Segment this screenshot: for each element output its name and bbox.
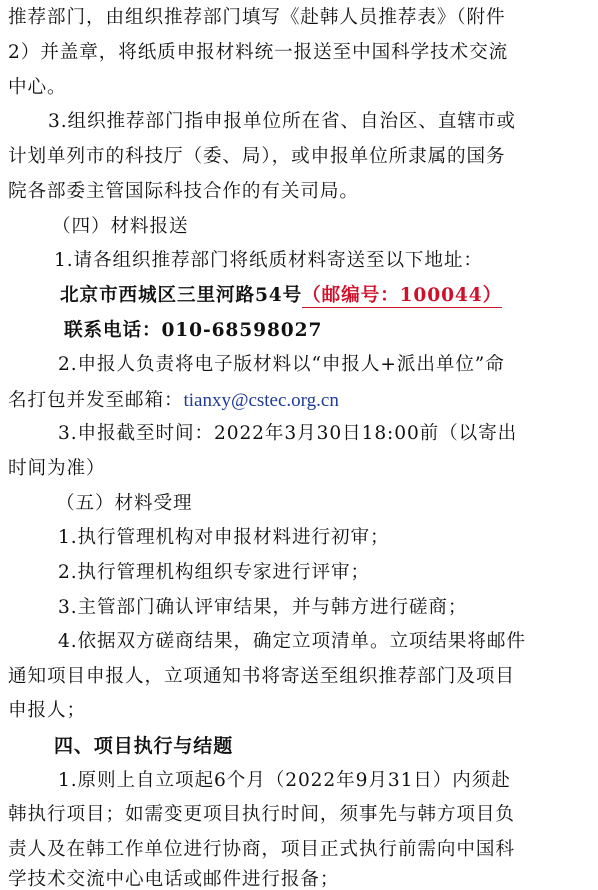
list-item: 4.依据双方磋商结果，确定立项清单。立项结果将邮件 [58, 631, 526, 652]
body-text-line: 中心。 [8, 77, 67, 98]
body-text-line: 2）并盖章，将纸质申报材料统一报送至中国科学技术交流 [8, 42, 509, 63]
body-text-line: 时间为准） [8, 458, 106, 479]
list-item: 3.主管部门确认评审结果，并与韩方进行磋商； [58, 597, 468, 618]
body-text-line: 责人及在韩工作单位进行协商，项目正式执行前需向中国科 [8, 839, 515, 860]
body-text-line: 申报人； [8, 700, 86, 721]
list-item: 1.原则上自立项起6个月（2022年9月31日）内须赴 [58, 770, 511, 791]
body-text-line [8, 391, 339, 411]
mailing-address [60, 287, 502, 306]
address-text: 北京市西城区三里河路54号 [60, 285, 303, 306]
section-heading: （四）材料报送 [52, 216, 189, 237]
list-item: 1.执行管理机构对申报材料进行初审； [58, 527, 390, 548]
postal-code: （邮编号：100044） [302, 285, 503, 306]
list-item: 1.请各组织推荐部门将纸质材料寄送至以下地址： [54, 250, 483, 271]
email-prefix: 名打包并发至邮箱： [8, 390, 184, 411]
list-item: 2.申报人负责将电子版材料以“申报人+派出单位”命 [58, 354, 505, 375]
contact-phone: 联系电话：010-68598027 [64, 320, 323, 341]
section-heading: （五）材料受理 [56, 493, 193, 514]
body-text-line: 计划单列市的科技厅（委、局），或申报单位所隶属的国务 [8, 146, 506, 167]
body-text-line: 通知项目申报人，立项通知书将寄送至组织推荐部门及项目 [8, 666, 515, 687]
list-item: 3.组织推荐部门指申报单位所在省、自治区、直辖市或 [48, 111, 516, 132]
list-item: 3.申报截至时间：2022年3月30日18:00前（以寄出 [58, 423, 518, 444]
body-text-line: 院各部委主管国际科技合作的有关司局。 [8, 181, 359, 202]
body-text-line: 学技术交流中心电话或邮件进行报备； [8, 869, 340, 890]
chapter-heading: 四、项目执行与结题 [54, 735, 234, 757]
body-text-line: 推荐部门，由组织推荐部门填写《赴韩人员推荐表》（附件 [8, 7, 506, 28]
email-link[interactable]: tianxy@cstec.org.cn [183, 390, 339, 411]
body-text-line: 韩执行项目；如需变更项目执行时间，须事先与韩方项目负 [8, 804, 515, 825]
list-item: 2.执行管理机构组织专家进行评审； [58, 562, 370, 583]
